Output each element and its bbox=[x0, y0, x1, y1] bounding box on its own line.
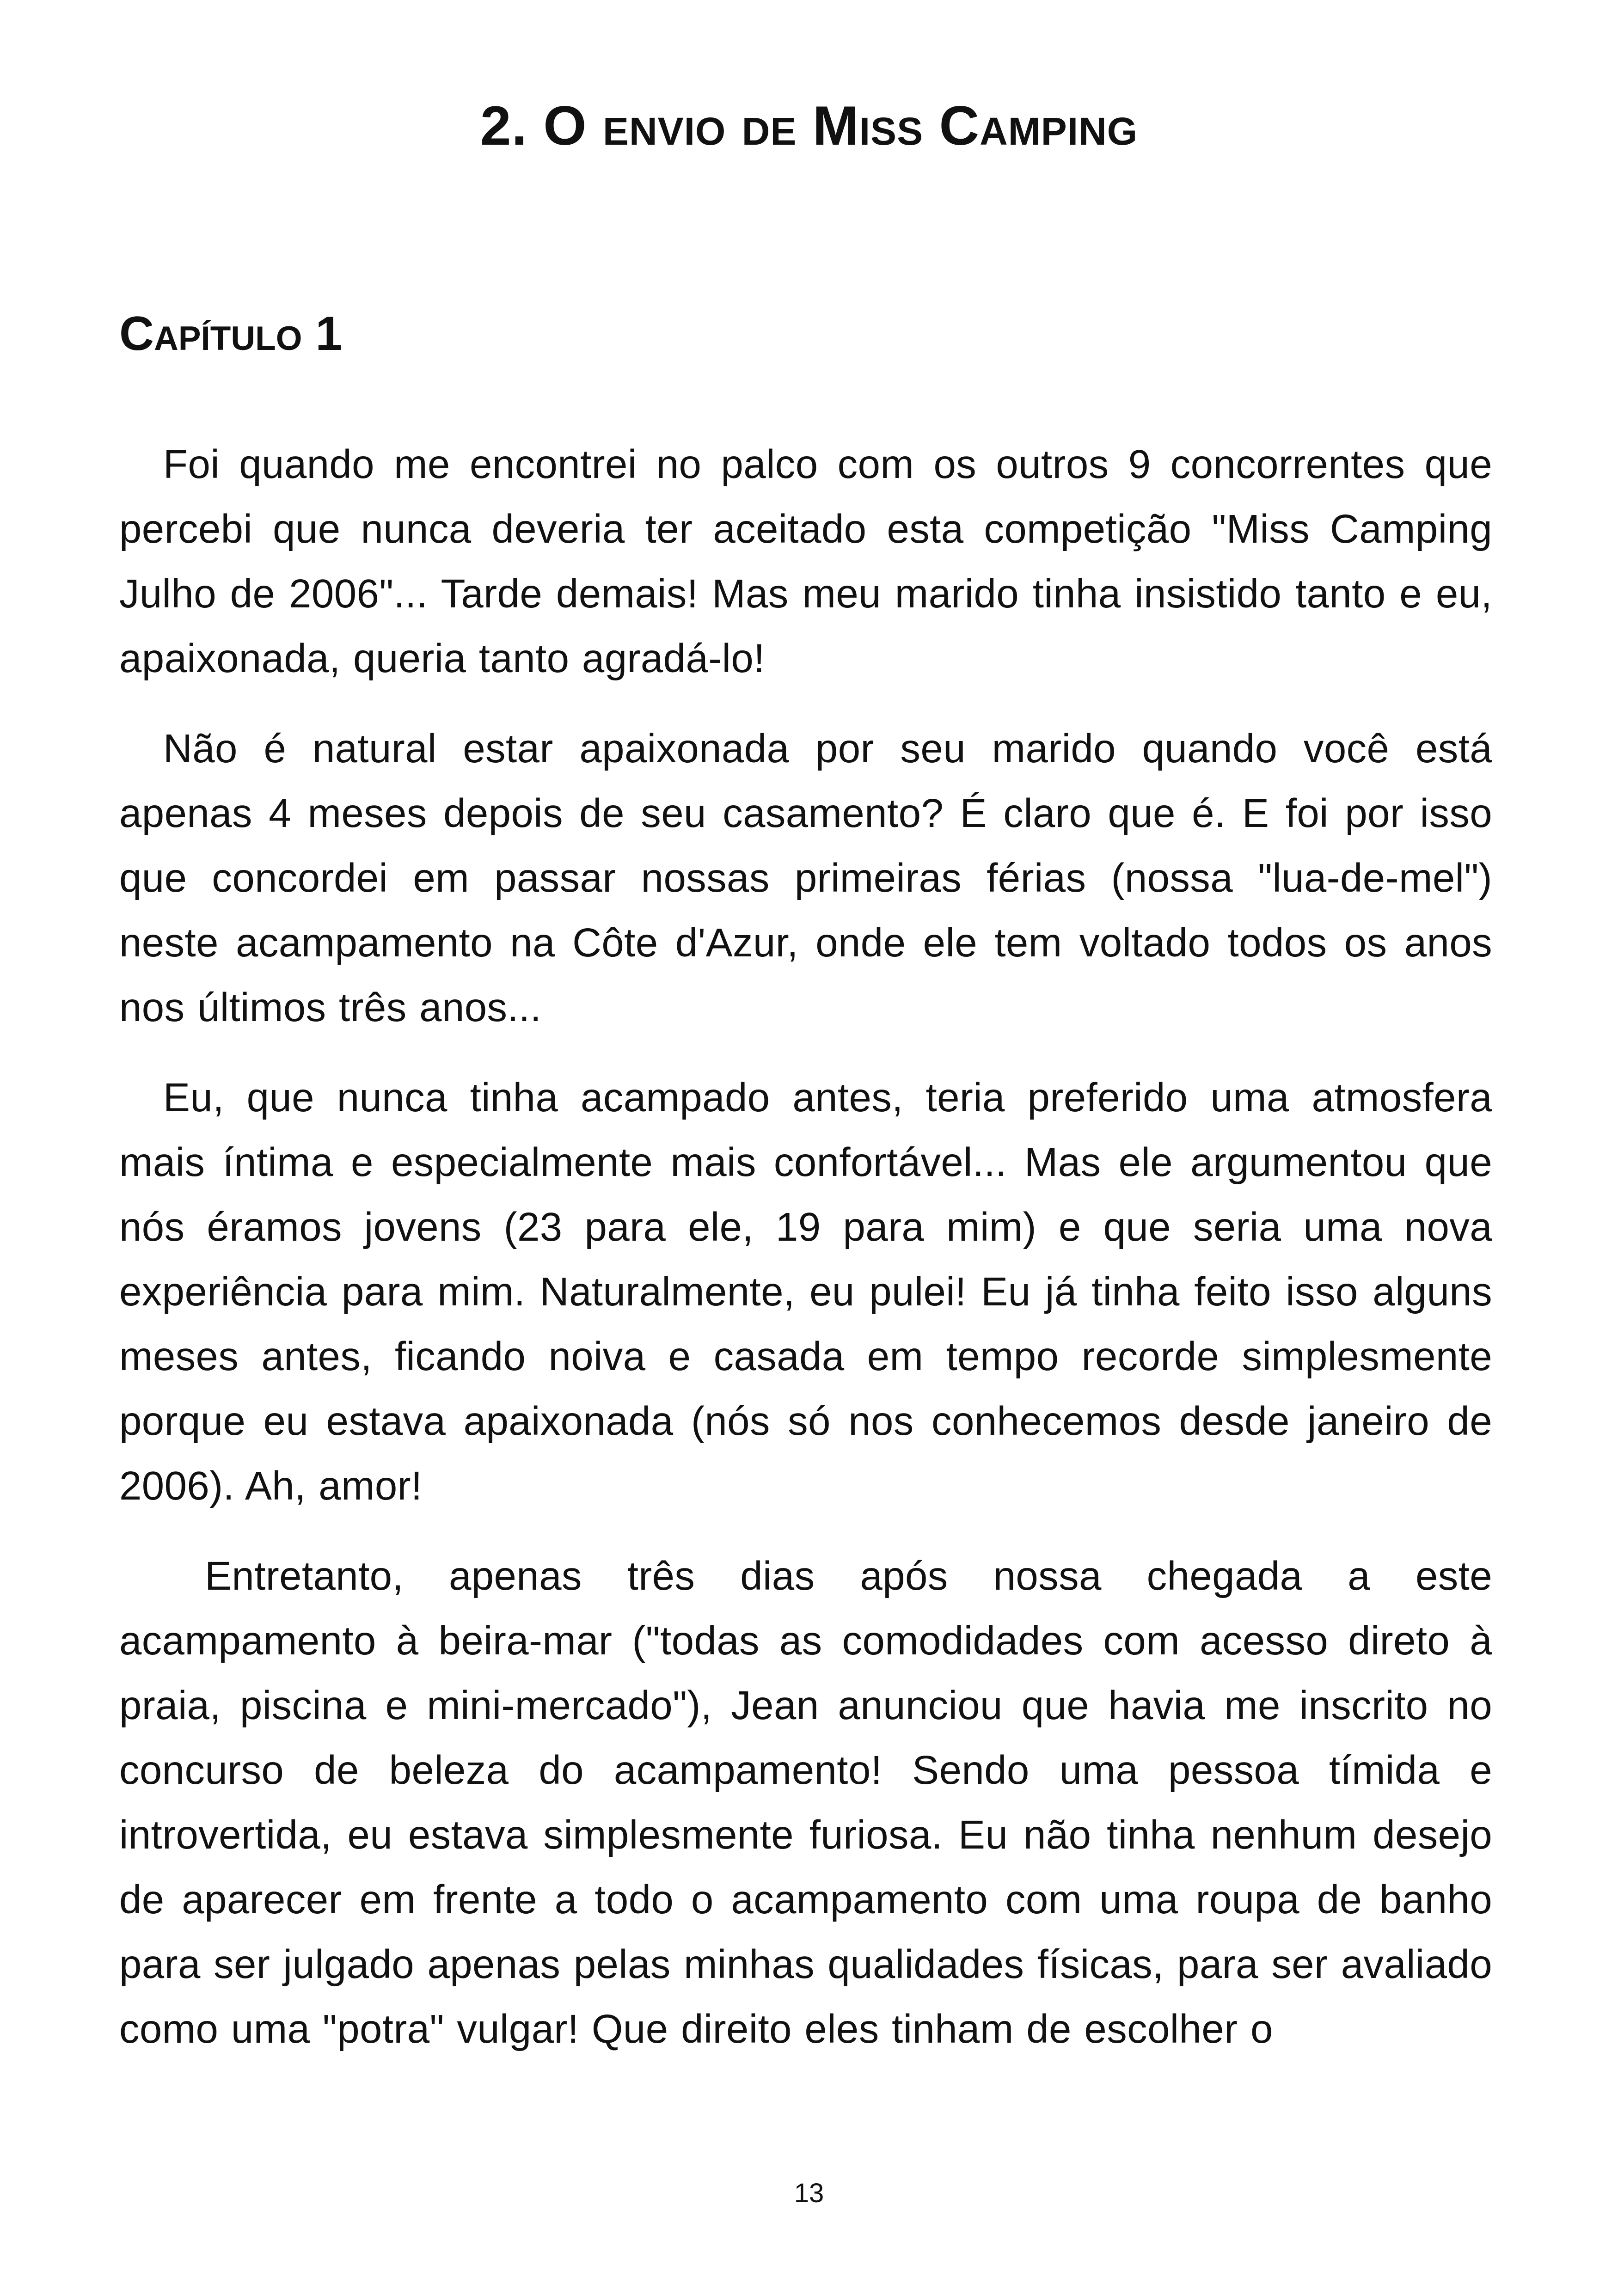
paragraph: Não é natural estar apaixonada por seu marido quando você está apenas 4 meses depois de seu casamento? É claro que é. E foi por isso que concordei em passar nossas primeiras férias (nossa "lua-de-mel") neste acampamento na Côte d'Azur, onde ele tem voltado todos os anos nos últimos três anos... bbox=[119, 726, 1492, 1030]
paragraph: Entretanto, apenas três dias após nossa chegada a este acampamento à beira-mar ("todas as comodidades com acesso direto à praia, piscina e mini-mercado"), Jean anunciou que havia me inscrito no concurso de beleza do acampamento! Sendo uma pessoa tímida e introvertida, eu estava simplesmente furiosa. Eu não tinha nenhum desejo de aparecer em frente a todo o acampamento com uma roupa de banho para ser julgado apenas pelas minhas qualidades físicas, para ser avaliado como uma "potra" vulgar! Que direito eles tinham de escolher o bbox=[119, 1554, 1492, 2051]
paragraph: Eu, que nunca tinha acampado antes, teria preferido uma atmosfera mais íntima e especialmente mais confortável... Mas ele argumentou que nós éramos jovens (23 para ele, 19 para mim) e que seria uma nova experiência para mim. Naturalmente, eu pulei! Eu já tinha feito isso alguns meses antes, ficando noiva e casada em tempo recorde simplesmente porque eu estava apaixonada (nós só nos conhecemos desde janeiro de 2006). Ah, amor! bbox=[119, 1075, 1492, 1508]
paragraph: Foi quando me encontrei no palco com os outros 9 concorrentes que percebi que nunca deveria ter aceitado esta competição "Miss Camping Julho de 2006"... Tarde demais! Mas meu marido tinha insistido tanto e eu, apaixonada, queria tanto agradá-lo! bbox=[119, 442, 1492, 681]
page-number: 13 bbox=[794, 2178, 824, 2208]
chapter-title: Capítulo 1 bbox=[119, 307, 343, 361]
book-title: 2. O envio de Miss Camping bbox=[480, 95, 1138, 157]
body-text bbox=[119, 432, 1492, 2087]
